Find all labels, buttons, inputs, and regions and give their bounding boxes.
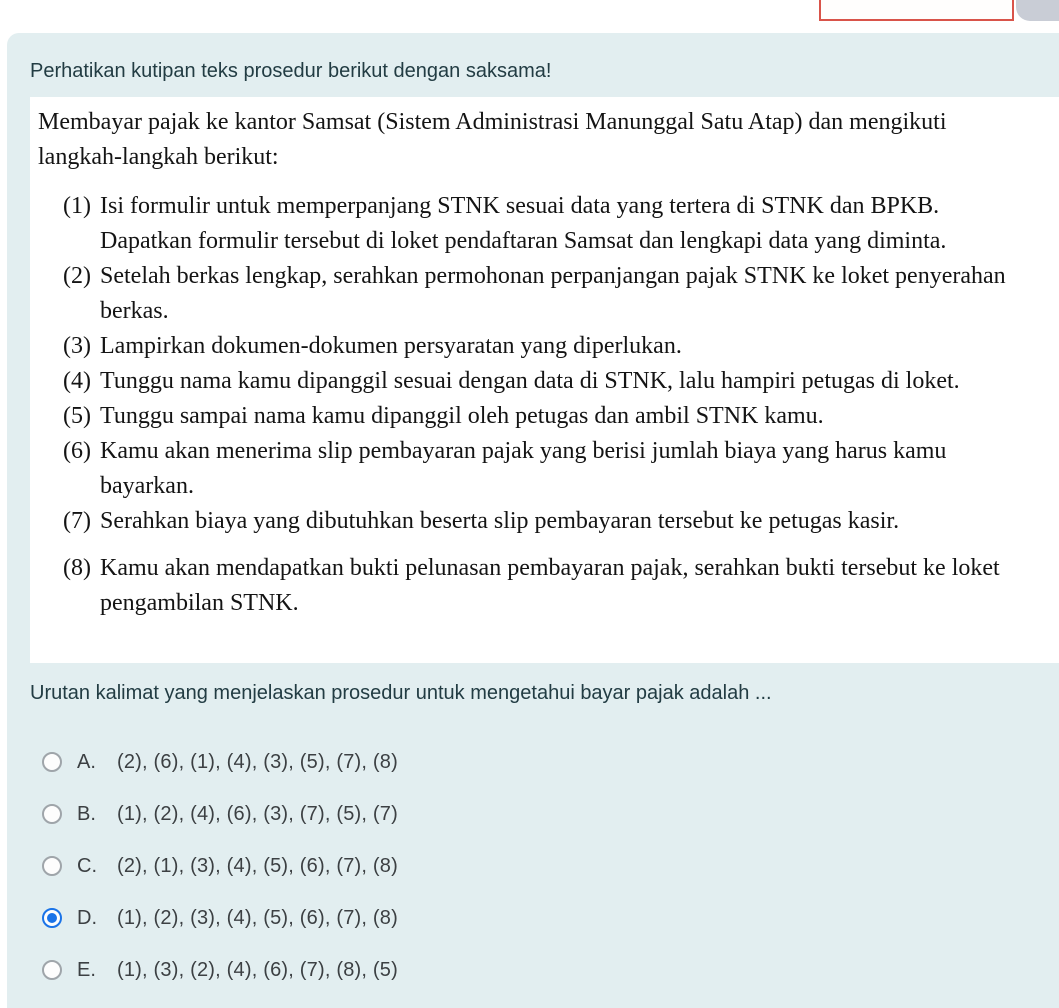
option-d[interactable]	[30, 892, 1059, 944]
step-number: (3)	[63, 333, 91, 359]
step-number: (6)	[63, 438, 91, 464]
option-value: (2), (1), (3), (4), (5), (6), (7), (8)	[117, 854, 398, 877]
option-e[interactable]	[30, 944, 1059, 996]
option-letter: E.	[77, 958, 96, 981]
radio-button-b[interactable]	[42, 804, 62, 824]
radio-button-c[interactable]	[42, 856, 62, 876]
step-text: Lampirkan dokumen-dokumen persyaratan yang diperlukan.	[100, 333, 682, 359]
passage-box	[30, 97, 1059, 663]
option-letter: B.	[77, 802, 96, 825]
option-a[interactable]	[30, 736, 1059, 788]
option-value: (2), (6), (1), (4), (3), (5), (7), (8)	[117, 750, 398, 773]
instruction-text: Perhatikan kutipan teks prosedur berikut dengan saksama!	[30, 60, 552, 82]
step-text: Serahkan biaya yang dibutuhkan beserta slip pembayaran tersebut ke petugas kasir.	[100, 508, 900, 534]
step-number: (2)	[63, 263, 91, 289]
radio-button-a[interactable]	[42, 752, 62, 772]
option-value: (1), (3), (2), (4), (6), (7), (8), (5)	[117, 958, 398, 981]
step-number: (4)	[63, 368, 91, 394]
radio-button-e[interactable]	[42, 960, 62, 980]
passage-step-6	[63, 434, 1035, 504]
step-text: Kamu akan menerima slip pembayaran pajak yang berisi jumlah biaya yang harus kamu bayarkan.	[100, 438, 947, 499]
step-number: (5)	[63, 403, 91, 429]
step-text: Kamu akan mendapatkan bukti pelunasan pembayaran pajak, serahkan bukti tersebut ke loket pengambilan STNK.	[100, 555, 1000, 616]
passage-step-3	[63, 329, 1035, 364]
corner-tab[interactable]	[1016, 0, 1059, 21]
step-number: (7)	[63, 508, 91, 534]
answer-options	[30, 736, 1059, 996]
option-value: (1), (2), (3), (4), (5), (6), (7), (8)	[117, 906, 398, 929]
passage-step-5	[63, 399, 1035, 434]
option-letter: D.	[77, 906, 97, 929]
passage-intro: Membayar pajak ke kantor Samsat (Sistem Administrasi Manunggal Satu Atap) dan mengikuti langkah-langkah berikut:	[38, 109, 947, 170]
radio-button-d[interactable]	[42, 908, 62, 928]
highlighted-input-box[interactable]	[819, 0, 1014, 21]
option-letter: A.	[77, 750, 96, 773]
top-bar	[0, 0, 1059, 33]
passage-step-7	[63, 504, 1035, 539]
option-c[interactable]	[30, 840, 1059, 892]
passage-step-4	[63, 364, 1035, 399]
passage-step-2	[63, 259, 1035, 329]
question-panel	[7, 33, 1059, 1008]
passage-step-8	[63, 551, 1035, 621]
option-b[interactable]	[30, 788, 1059, 840]
step-text: Setelah berkas lengkap, serahkan permohonan perpanjangan pajak STNK ke loket penyerahan berkas.	[100, 263, 1006, 324]
option-letter: C.	[77, 854, 97, 877]
step-text: Tunggu nama kamu dipanggil sesuai dengan data di STNK, lalu hampiri petugas di loket.	[100, 368, 960, 394]
passage-steps	[63, 189, 1035, 621]
question-text: Urutan kalimat yang menjelaskan prosedur untuk mengetahui bayar pajak adalah ...	[30, 682, 772, 704]
step-number: (1)	[63, 193, 91, 219]
step-text: Isi formulir untuk memperpanjang STNK sesuai data yang tertera di STNK dan BPKB. Dapatkan formulir tersebut di loket pendaftaran Samsat dan lengkapi data yang diminta.	[100, 193, 947, 254]
passage-step-1	[63, 189, 1035, 259]
option-value: (1), (2), (4), (6), (3), (7), (5), (7)	[117, 802, 398, 825]
step-text: Tunggu sampai nama kamu dipanggil oleh petugas dan ambil STNK kamu.	[100, 403, 824, 429]
step-number: (8)	[63, 555, 91, 581]
